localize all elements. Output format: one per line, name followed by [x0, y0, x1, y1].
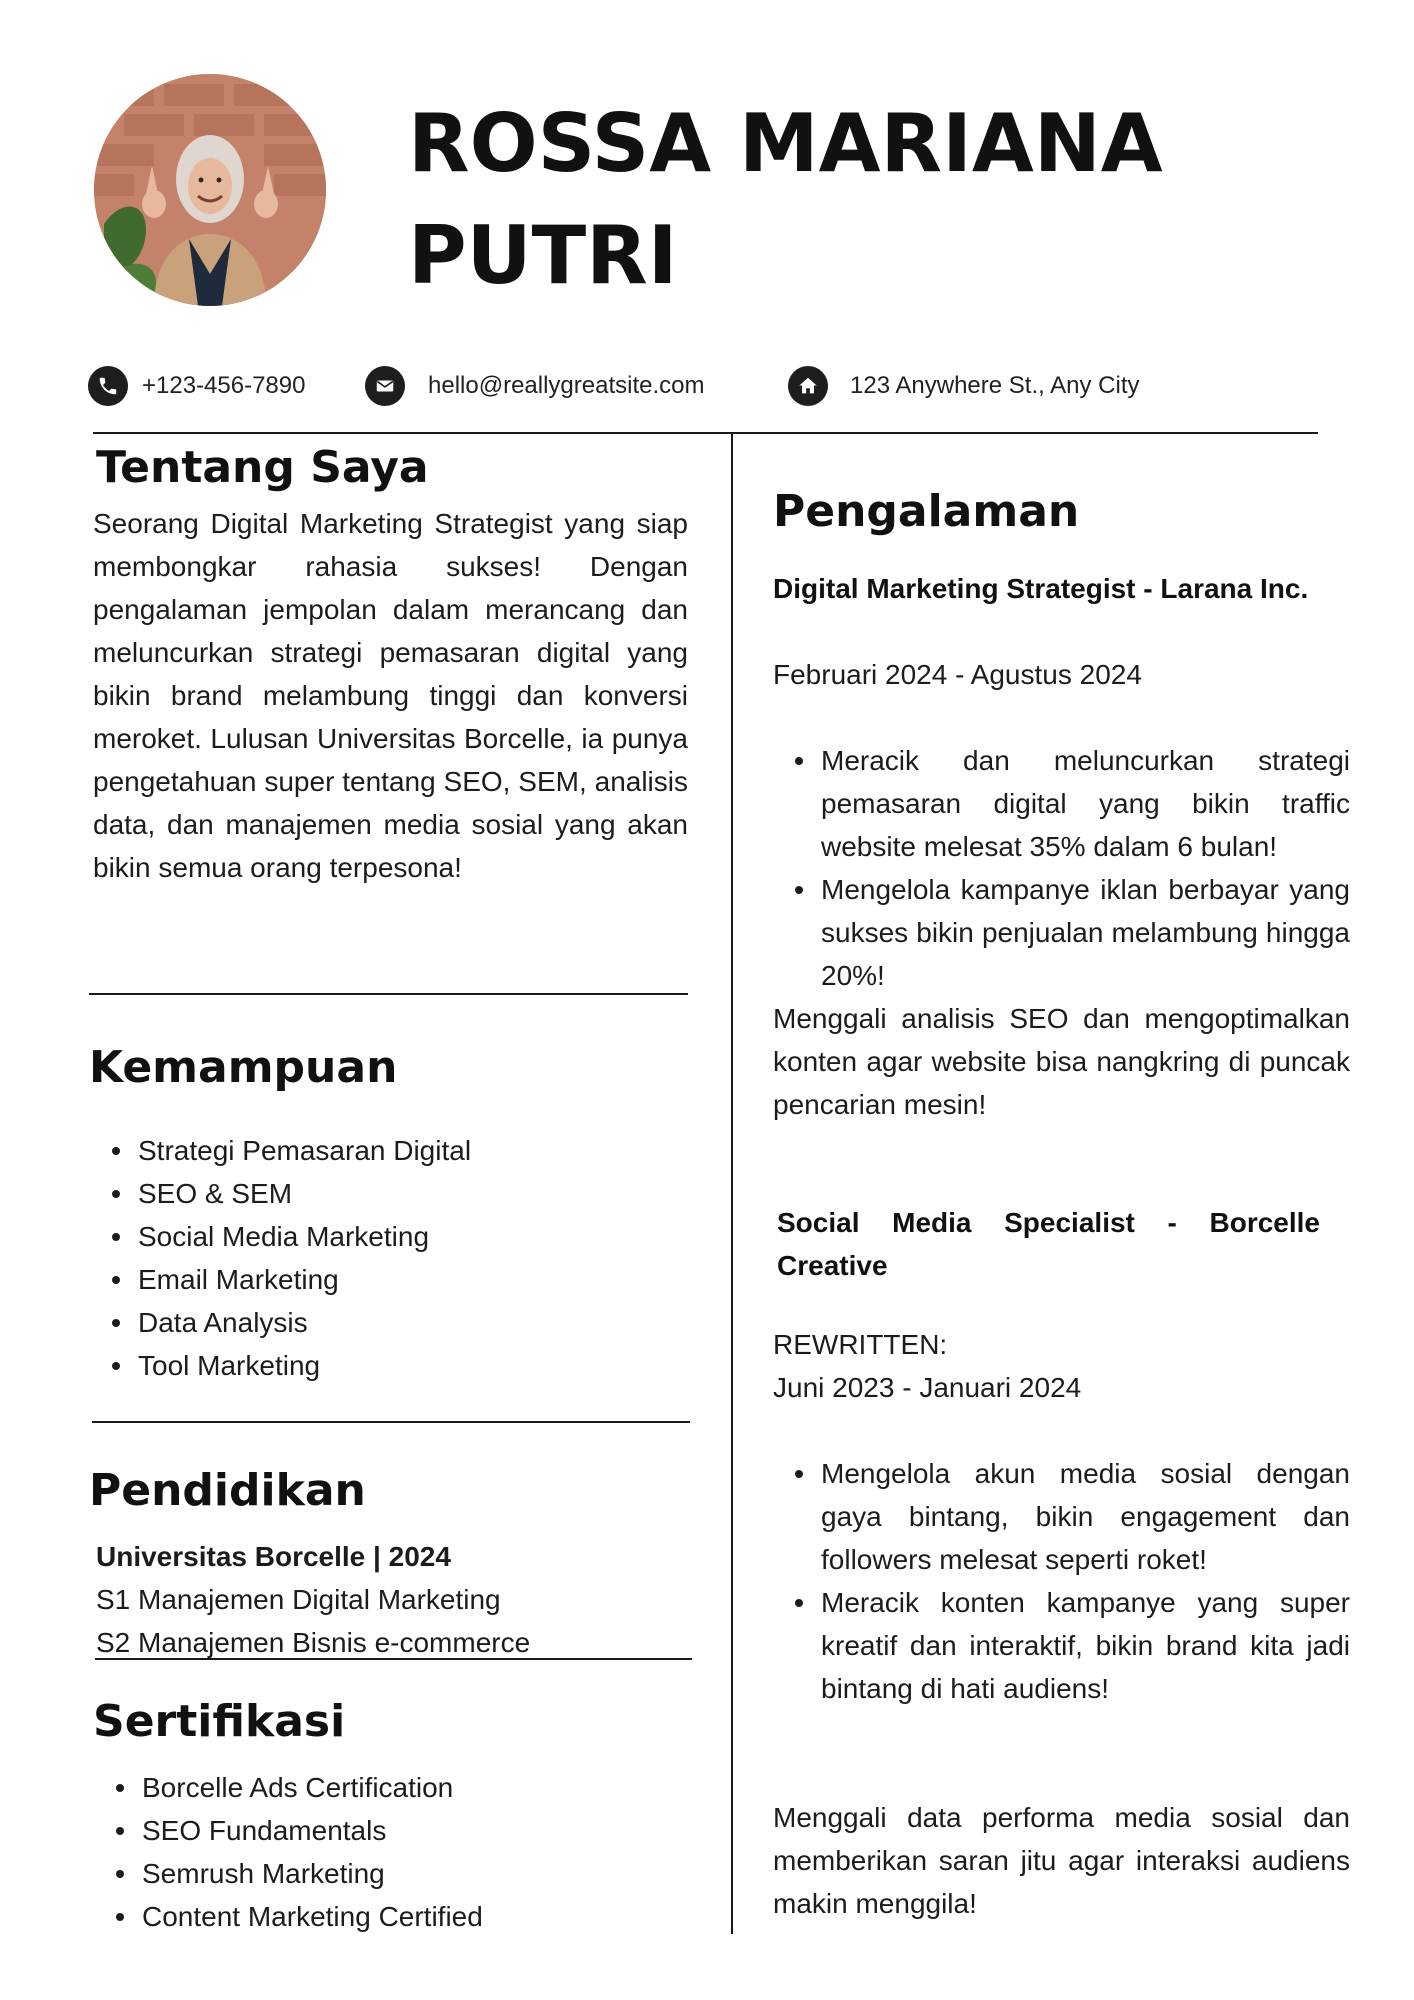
list-item: SEO Fundamentals: [112, 1809, 483, 1852]
job-label: REWRITTEN:: [773, 1329, 948, 1360]
degree-item: S2 Manajemen Bisnis e-commerce: [96, 1627, 531, 1658]
email-text: hello@reallygreatsite.com: [428, 372, 705, 399]
school-name: Universitas Borcelle | 2024: [96, 1541, 451, 1572]
profile-photo-illustration: [94, 74, 326, 306]
contact-address: [788, 364, 1140, 408]
skills-list: [108, 1129, 471, 1387]
degree-item: S1 Manajemen Digital Marketing: [96, 1584, 501, 1615]
list-item: Tool Marketing: [108, 1344, 471, 1387]
experience-heading: Pengalaman: [773, 486, 1080, 537]
list-item: Social Media Marketing: [108, 1215, 471, 1258]
candidate-name: ROSSA MARIANA PUTRI: [408, 97, 1163, 302]
phone-text: +123-456-7890: [142, 372, 306, 399]
contact-email: [365, 364, 704, 408]
about-heading: Tentang Saya: [96, 442, 429, 493]
list-item: Borcelle Ads Certification: [112, 1766, 483, 1809]
mail-icon: [365, 366, 405, 406]
header-divider: [93, 432, 1318, 434]
job-period: Februari 2024 - Agustus 2024: [773, 659, 1142, 690]
job-note: Menggali data performa media sosial dan memberikan saran jitu agar interaksi audiens makin menggila!: [773, 1802, 1350, 1919]
list-item: SEO & SEM: [108, 1172, 471, 1215]
job-title: Digital Marketing Strategist - Larana Inc.: [773, 573, 1309, 604]
skills-heading: Kemampuan: [89, 1042, 398, 1093]
certifications-heading: Sertifikasi: [93, 1696, 346, 1747]
job-note: Menggali analisis SEO dan mengoptimalkan konten agar website bisa nangkring di puncak pencarian mesin!: [773, 1003, 1350, 1120]
about-text: Seorang Digital Marketing Strategist yang siap membongkar rahasia sukses! Dengan pengalaman jempolan dalam merancang dan meluncurkan strategi pemasaran digital yang bikin brand melambung tinggi dan konversi meroket. Lulusan Universitas Borcelle, ia punya pengetahuan super tentang SEO, SEM, analisis data, dan manajemen media sosial yang akan bikin semua orang terpesona!: [93, 508, 688, 883]
list-item: Meracik dan meluncurkan strategi pemasaran digital yang bikin traffic website melesat 35% dalam 6 bulan!: [773, 739, 1350, 868]
list-item: Semrush Marketing: [112, 1852, 483, 1895]
list-item: Strategi Pemasaran Digital: [108, 1129, 471, 1172]
contact-phone: [88, 364, 305, 408]
list-item: Mengelola kampanye iklan berbayar yang sukses bikin penjualan melambung hingga 20%!: [773, 868, 1350, 997]
home-icon: [788, 366, 828, 406]
column-divider: [731, 432, 733, 1934]
profile-photo: [94, 74, 326, 306]
list-item: Mengelola akun media sosial dengan gaya bintang, bikin engagement dan followers melesat seperti roket!: [773, 1452, 1350, 1581]
education-heading: Pendidikan: [89, 1465, 366, 1516]
skills-divider: [92, 1421, 690, 1423]
job-bullets: [773, 1452, 1350, 1710]
certifications-list: [112, 1766, 483, 1938]
job-period: Juni 2023 - Januari 2024: [773, 1372, 1082, 1403]
list-item: Meracik konten kampanye yang super kreatif dan interaktif, bikin brand kita jadi bintang di hati audiens!: [773, 1581, 1350, 1710]
list-item: Data Analysis: [108, 1301, 471, 1344]
about-divider: [89, 993, 688, 995]
job-title: Social Media Specialist - Borcelle Creative: [777, 1207, 1320, 1281]
list-item: Content Marketing Certified: [112, 1895, 483, 1938]
address-text: 123 Anywhere St., Any City: [850, 372, 1140, 399]
job-bullets: [773, 739, 1350, 997]
phone-icon: [88, 366, 128, 406]
list-item: Email Marketing: [108, 1258, 471, 1301]
contact-bar: [0, 364, 1414, 408]
